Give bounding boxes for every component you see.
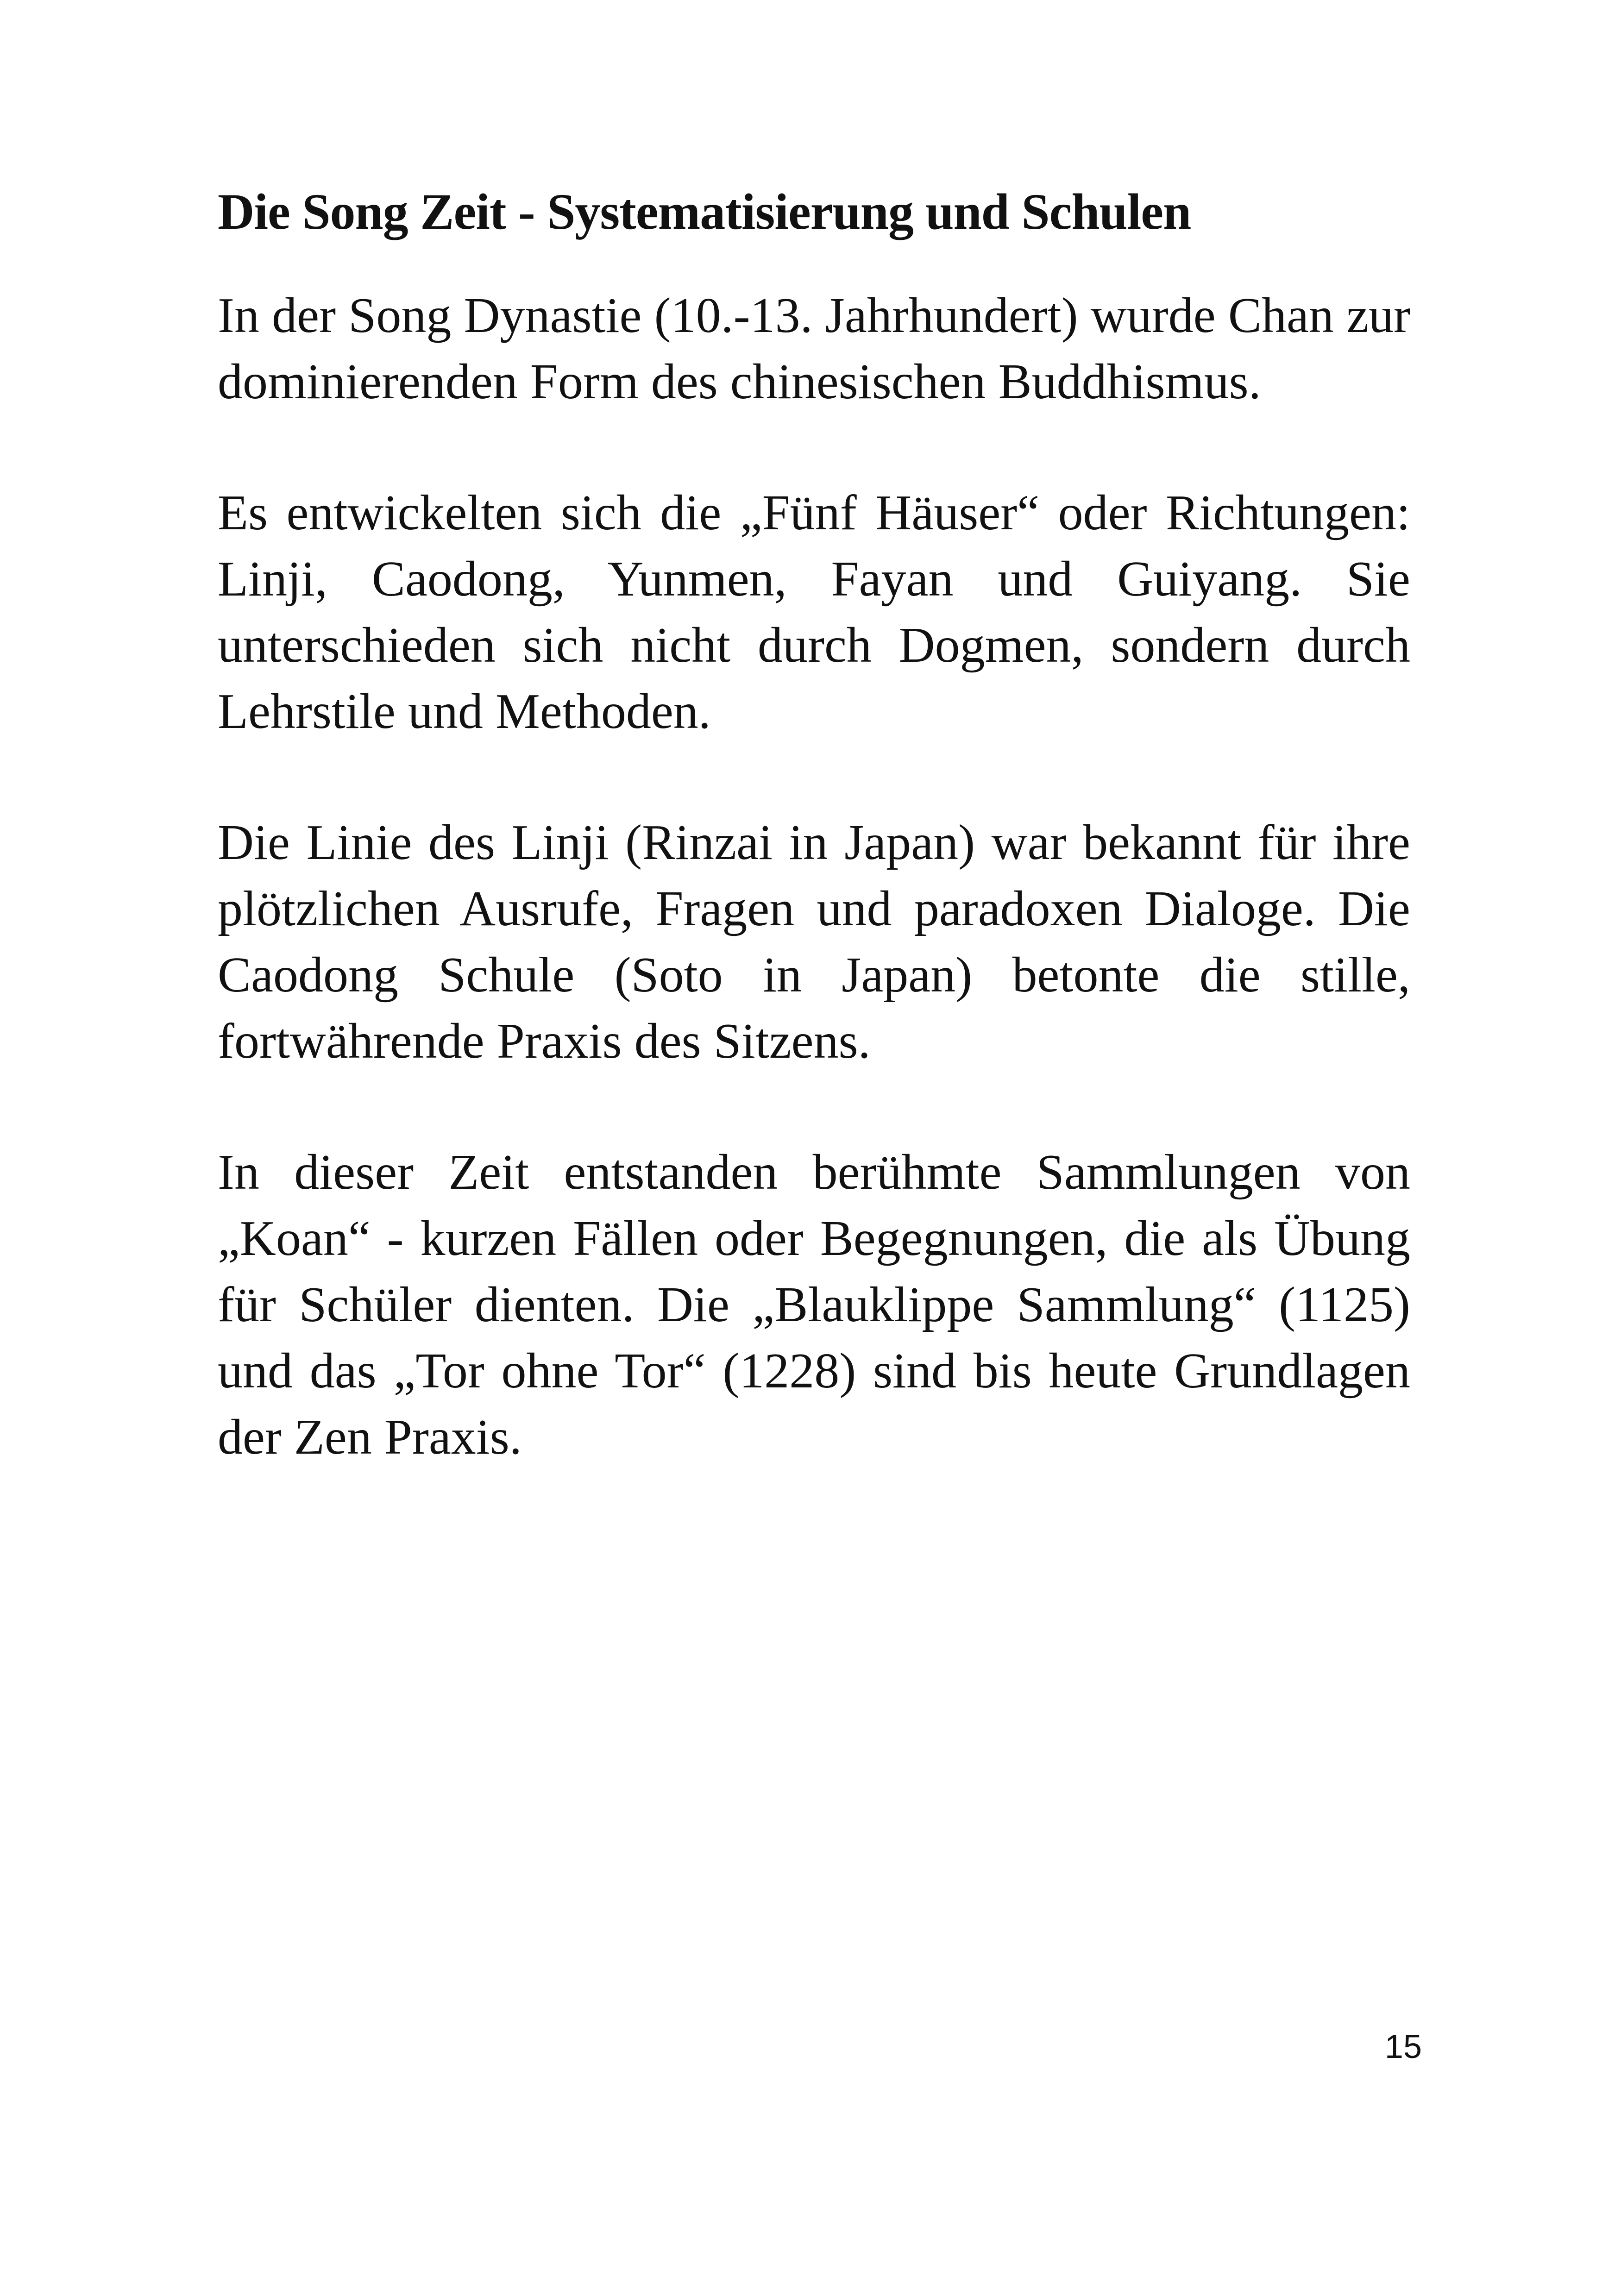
page-number: 15 [1384, 2028, 1422, 2065]
section-heading: Die Song Zeit - Systematisierung und Schulen [218, 183, 1191, 240]
paragraph-koan-collections: In dieser Zeit entstanden berühmte Sammlungen von „Koan“ - kurzen Fällen oder Begegnungen, die als Übung für Schüler dienten. Die „Blauklippe Sammlung“ (1125) und das „Tor ohne Tor“ (1228) sind bis heute Grundlagen der Zen Praxis. [218, 1145, 1410, 1465]
paragraph-song-dynasty: In der Song Dynastie (10.-13. Jahrhundert) wurde Chan zur dominierenden Form des chinesischen Buddhismus. [218, 288, 1410, 409]
page-content [218, 181, 1410, 1535]
paragraph-linji-caodong: Die Linie des Linji (Rinzai in Japan) war bekannt für ihre plötzlichen Ausrufe, Fragen und paradoxen Dialoge. Die Caodong Schule (Soto in Japan) betonte die stille, fortwährende Praxis des Sitzens. [218, 815, 1410, 1069]
paragraph-five-houses: Es entwickelten sich die „Fünf Häuser“ oder Richtungen: Linji, Caodong, Yunmen, Fayan und Guiyang. Sie unterschieden sich nicht durch Dogmen, sondern durch Lehrstile und Methoden. [218, 485, 1410, 739]
